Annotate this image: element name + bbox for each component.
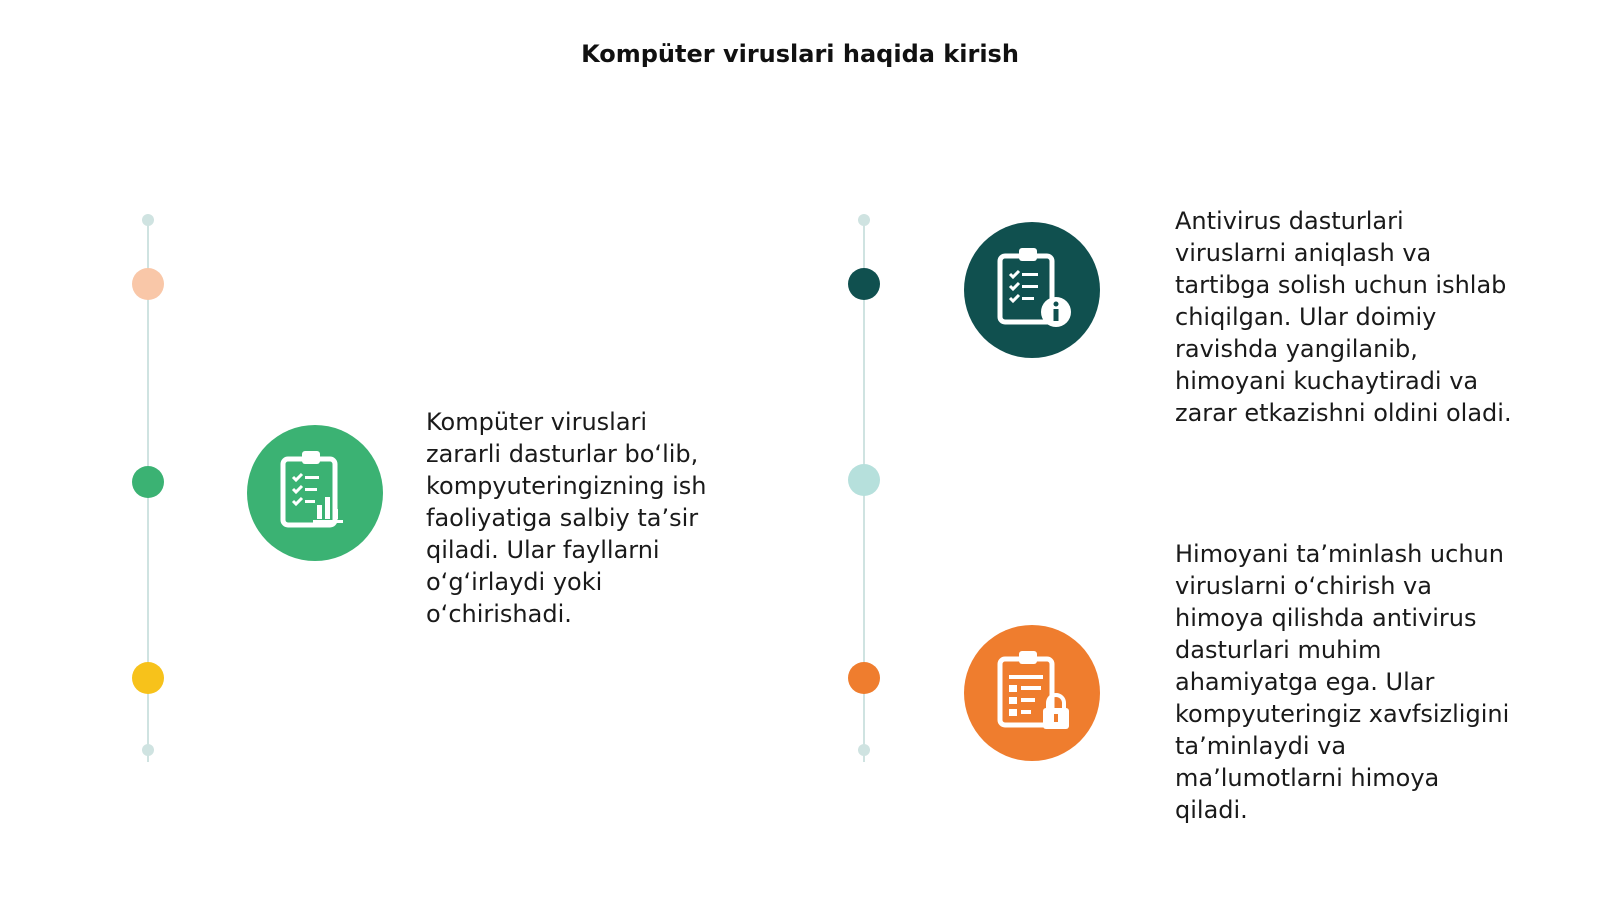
timeline-dot-1 [132,268,164,300]
clipboard-chart-icon [247,425,383,561]
timeline-dot-2 [132,466,164,498]
timeline-left [128,214,168,770]
clipboard-info-icon [964,222,1100,358]
timeline-start-cap [142,214,154,226]
timeline-end-cap [858,744,870,756]
timeline-dot-2 [848,464,880,496]
timeline-right [844,214,884,770]
card-text-protection: Himoyani ta’minlash uchun viruslarni o‘chirish va himoya qilishda antivirus dasturlari muhim ahamiyatga ega. Ular kompyuteringiz xavfsizligini ta’minlaydi va ma’lumotlarni himoya qiladi. [1175,540,1510,824]
timeline-start-cap [858,214,870,226]
card-text-viruses: Kompüter viruslari zararli dasturlar bo‘lib, kompyuteringizning ish faoliyatiga salbiy ta’sir qiladi. Ular fayllarni o‘g‘irlaydi yoki o‘chirishadi. [426,408,707,628]
timeline-dot-3 [848,662,880,694]
slide-title: Kompüter viruslari haqida kirish [581,40,1019,68]
clipboard-lock-icon [964,625,1100,761]
timeline-end-cap [142,744,154,756]
timeline-dot-1 [848,268,880,300]
card-text-antivirus: Antivirus dasturlari viruslarni aniqlash va tartibga solish uchun ishlab chiqilgan. Ular doimiy ravishda yangilanib, himoyani kuchaytiradi va zarar etkazishni oldini oladi. [1175,207,1512,427]
timeline-dot-3 [132,662,164,694]
